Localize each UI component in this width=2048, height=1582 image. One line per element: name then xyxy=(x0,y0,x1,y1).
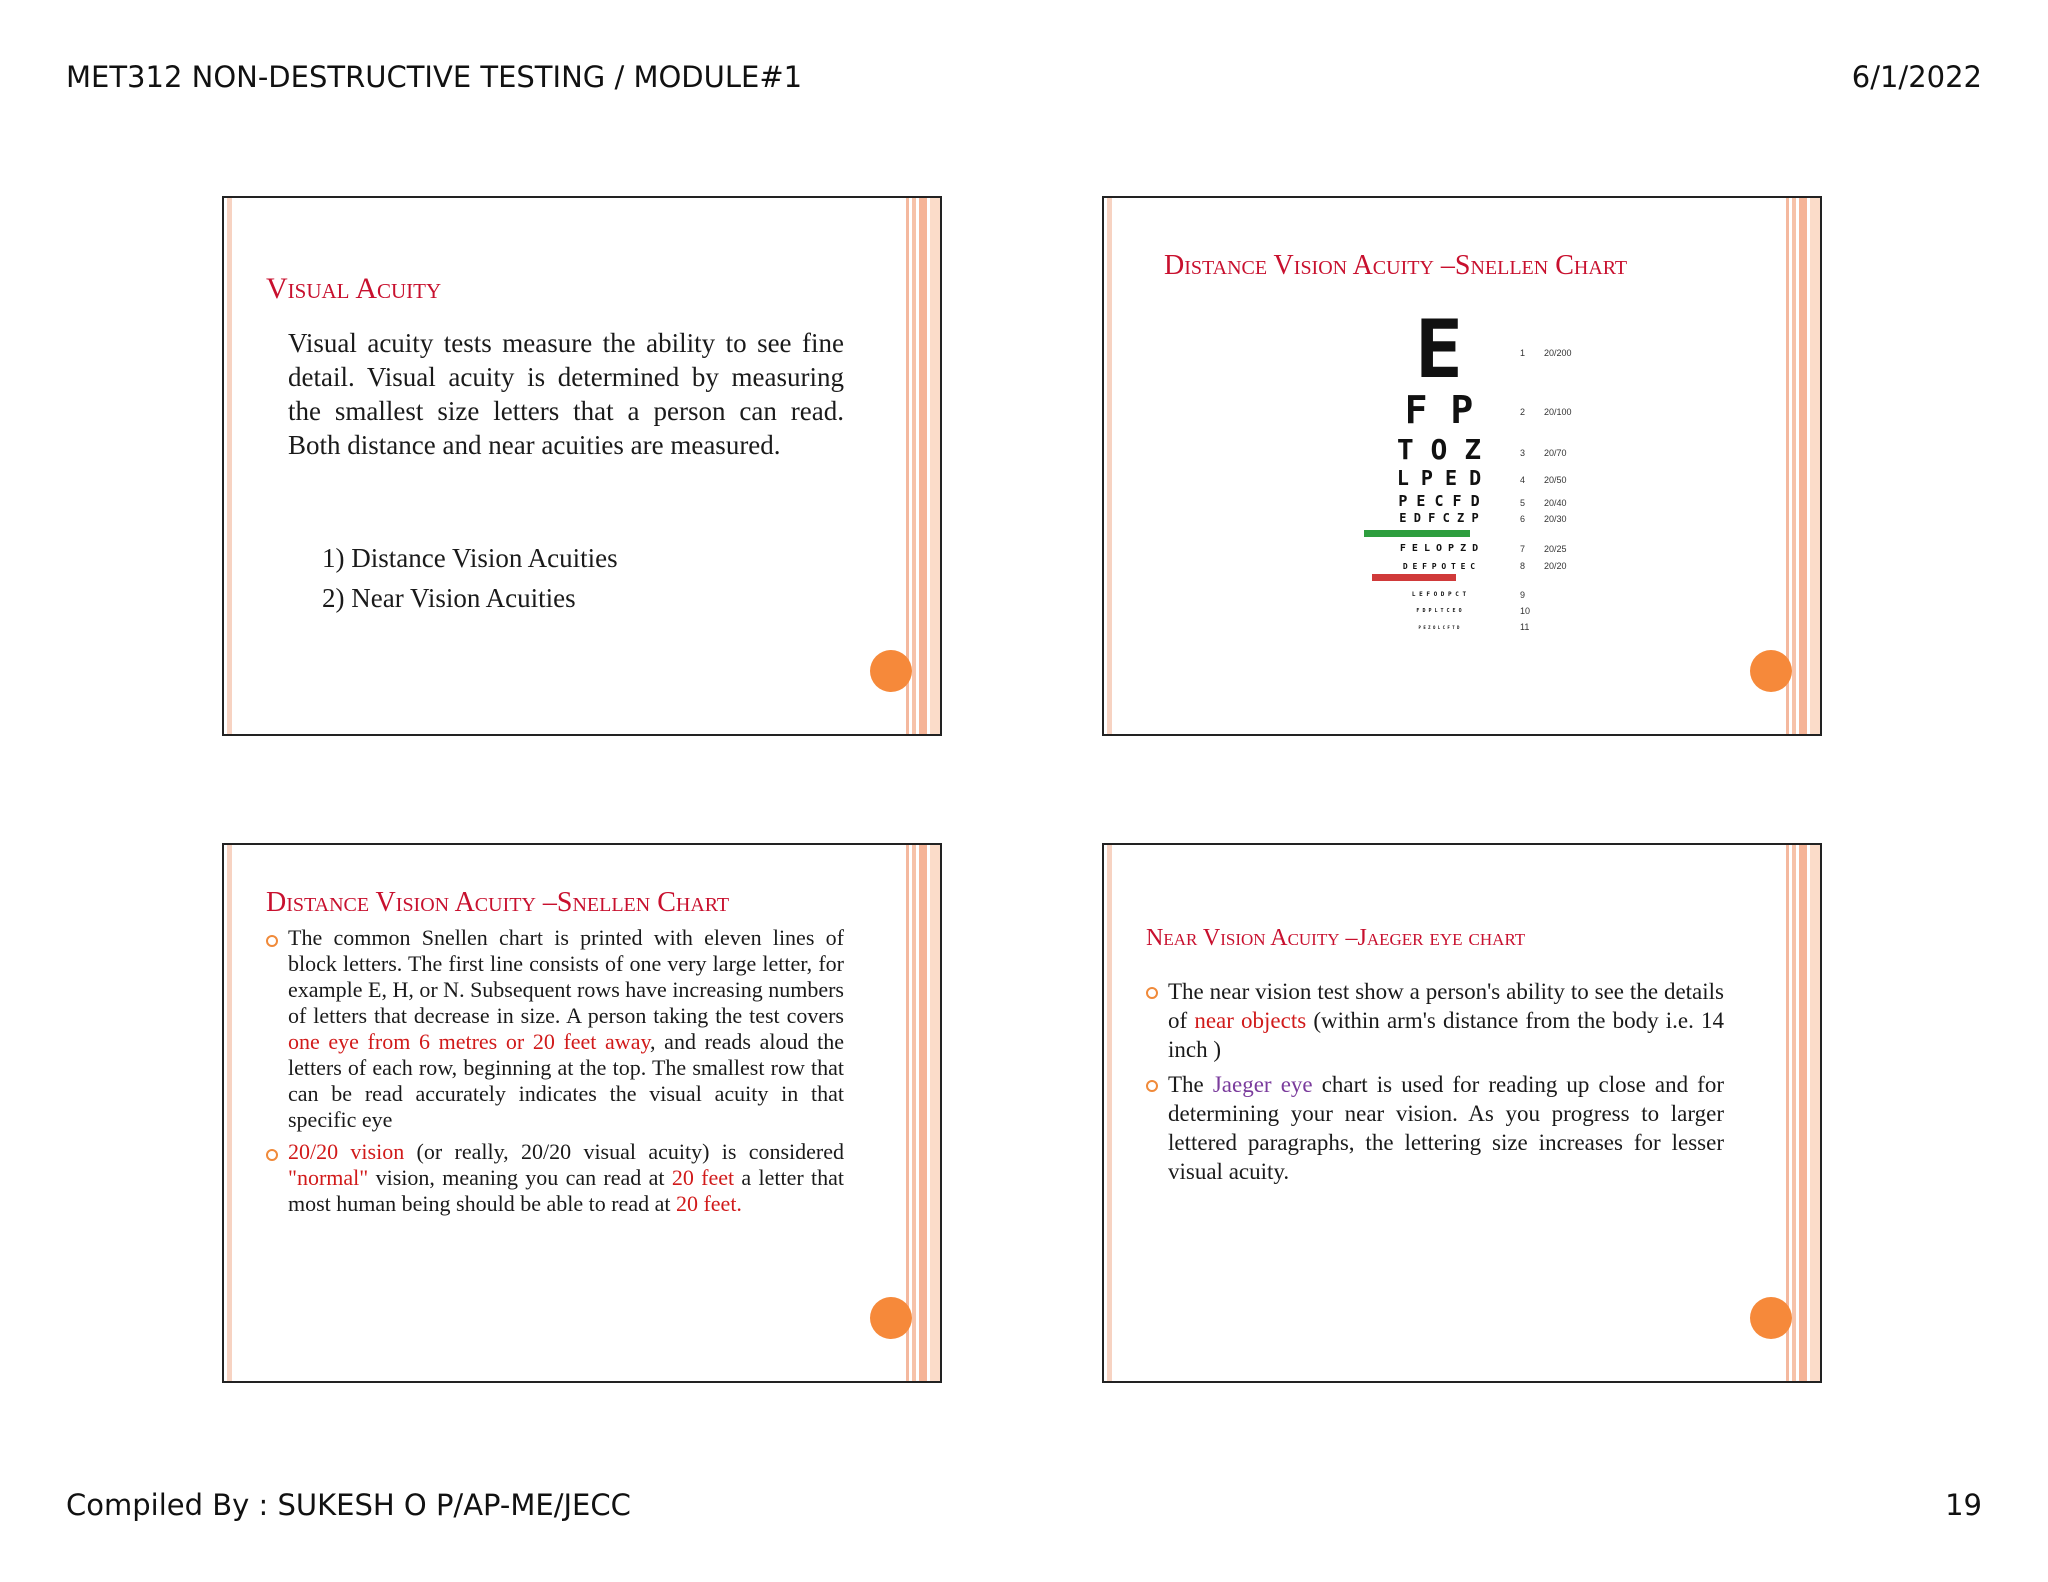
bullet-icon xyxy=(1146,1080,1158,1092)
acuity-types-list xyxy=(322,538,618,618)
chart-row-number: 3 xyxy=(1520,448,1526,458)
slide-orange-dot xyxy=(1750,650,1792,692)
chart-row-letters: P E Z O L C F T D xyxy=(1418,625,1460,630)
list-item: The Jaeger eye chart is used for reading up close and for determining your near vision. As you progress to larger lettered paragraphs, the lettering size increases for lesser visual acuity. xyxy=(1146,1070,1724,1186)
list-item: The common Snellen chart is printed with eleven lines of block letters. The first line consists of one very large letter, for example E, H, or N. Subsequent rows have increasing numbers of letters that decrease in size. A person taking the test covers one eye from 6 metres or 20 feet away, and reads aloud the letters of each row, beginning at the top. The smallest row that can be read accurately indicates the visual acuity in that specific eye xyxy=(266,925,844,1133)
list-item: 20/20 vision (or really, 20/20 visual acuity) is considered "normal" vision, meaning you can read at 20 feet a letter that most human being should be able to read at 20 feet. xyxy=(266,1139,844,1217)
chart-row-number: 4 xyxy=(1520,475,1526,485)
bullet-list xyxy=(1146,977,1724,1186)
chart-row-letters: L P E D xyxy=(1396,466,1482,490)
chart-row-number: 11 xyxy=(1520,622,1530,632)
red-line-bar xyxy=(1372,574,1456,581)
chart-row-acuity: 20/200 xyxy=(1544,348,1572,358)
slide-snellen-chart-image xyxy=(1102,196,1822,736)
chart-row-letters: E xyxy=(1414,303,1464,396)
chart-row-number: 2 xyxy=(1520,407,1526,417)
header-course-title: MET312 NON-DESTRUCTIVE TESTING / MODULE#1 xyxy=(66,60,803,94)
slide-orange-dot xyxy=(870,650,912,692)
slide-visual-acuity xyxy=(222,196,942,736)
chart-row-acuity: 20/40 xyxy=(1544,498,1567,508)
chart-row-acuity: 20/50 xyxy=(1544,475,1567,485)
slide-right-decoration xyxy=(906,198,940,734)
chart-row-number: 8 xyxy=(1520,561,1526,571)
bullet-icon xyxy=(266,935,278,947)
green-line-bar xyxy=(1364,530,1470,537)
chart-row-letters: F D P L T C E O xyxy=(1416,608,1462,614)
slide-orange-dot xyxy=(1750,1297,1792,1339)
slide-orange-dot xyxy=(870,1297,912,1339)
slide-left-stripe xyxy=(1107,845,1112,1381)
chart-row-letters: E D F C Z P xyxy=(1399,511,1479,525)
chart-row-number: 1 xyxy=(1520,348,1526,358)
slide-title: Visual Acuity xyxy=(266,272,442,305)
chart-row-letters: F P xyxy=(1404,388,1474,432)
slide-right-decoration xyxy=(1786,198,1820,734)
slide-left-stripe xyxy=(1107,198,1112,734)
header-date: 6/1/2022 xyxy=(1851,60,1982,94)
chart-row-acuity: 20/70 xyxy=(1544,448,1567,458)
chart-row-number: 5 xyxy=(1520,498,1526,508)
slide-snellen-chart-text xyxy=(222,843,942,1383)
chart-row-letters: L E F O D P C T xyxy=(1411,591,1467,598)
slide-left-stripe xyxy=(227,198,232,734)
slide-left-stripe xyxy=(227,845,232,1381)
slide-title: Distance Vision Acuity –Snellen Chart xyxy=(1164,250,1628,281)
chart-row-number: 9 xyxy=(1520,590,1526,600)
chart-row-acuity: 20/100 xyxy=(1544,407,1572,417)
chart-row-letters: F E L O P Z D xyxy=(1399,543,1479,554)
chart-row-acuity: 20/25 xyxy=(1544,544,1567,554)
chart-row-number: 10 xyxy=(1520,606,1531,616)
footer-compiled-by: Compiled By : SUKESH O P/AP-ME/JECC xyxy=(66,1488,631,1522)
slide-right-decoration xyxy=(906,845,940,1381)
chart-row-acuity: 20/30 xyxy=(1544,514,1567,524)
bullet-icon xyxy=(1146,987,1158,999)
slide-paragraph: Visual acuity tests measure the ability to see fine detail. Visual acuity is determined by measuring the smallest size letters that a person can read. Both distance and near acuities are measured. xyxy=(288,328,844,460)
chart-row-letters: T O Z xyxy=(1396,433,1482,466)
chart-row-letters: D E F P O T E C xyxy=(1402,562,1476,571)
chart-row-letters: P E C F D xyxy=(1398,492,1480,510)
chart-row-number: 7 xyxy=(1520,544,1526,554)
slide-title: Near Vision Acuity –Jaeger eye chart xyxy=(1146,925,1526,951)
slide-right-decoration xyxy=(1786,845,1820,1381)
bullet-list xyxy=(266,925,844,1217)
chart-row-number: 6 xyxy=(1520,514,1526,524)
list-item: 2) Near Vision Acuities xyxy=(322,583,576,613)
chart-row-acuity: 20/20 xyxy=(1544,561,1567,571)
bullet-icon xyxy=(266,1149,278,1161)
list-item: The near vision test show a person's ability to see the details of near objects (within arm's distance from the body i.e. 14 inch ) xyxy=(1146,977,1724,1064)
slide-jaeger-chart xyxy=(1102,843,1822,1383)
snellen-chart xyxy=(1364,303,1604,632)
slide-title: Distance Vision Acuity –Snellen Chart xyxy=(266,887,730,918)
footer-page-number: 19 xyxy=(1945,1488,1982,1522)
list-item: 1) Distance Vision Acuities xyxy=(322,543,618,573)
